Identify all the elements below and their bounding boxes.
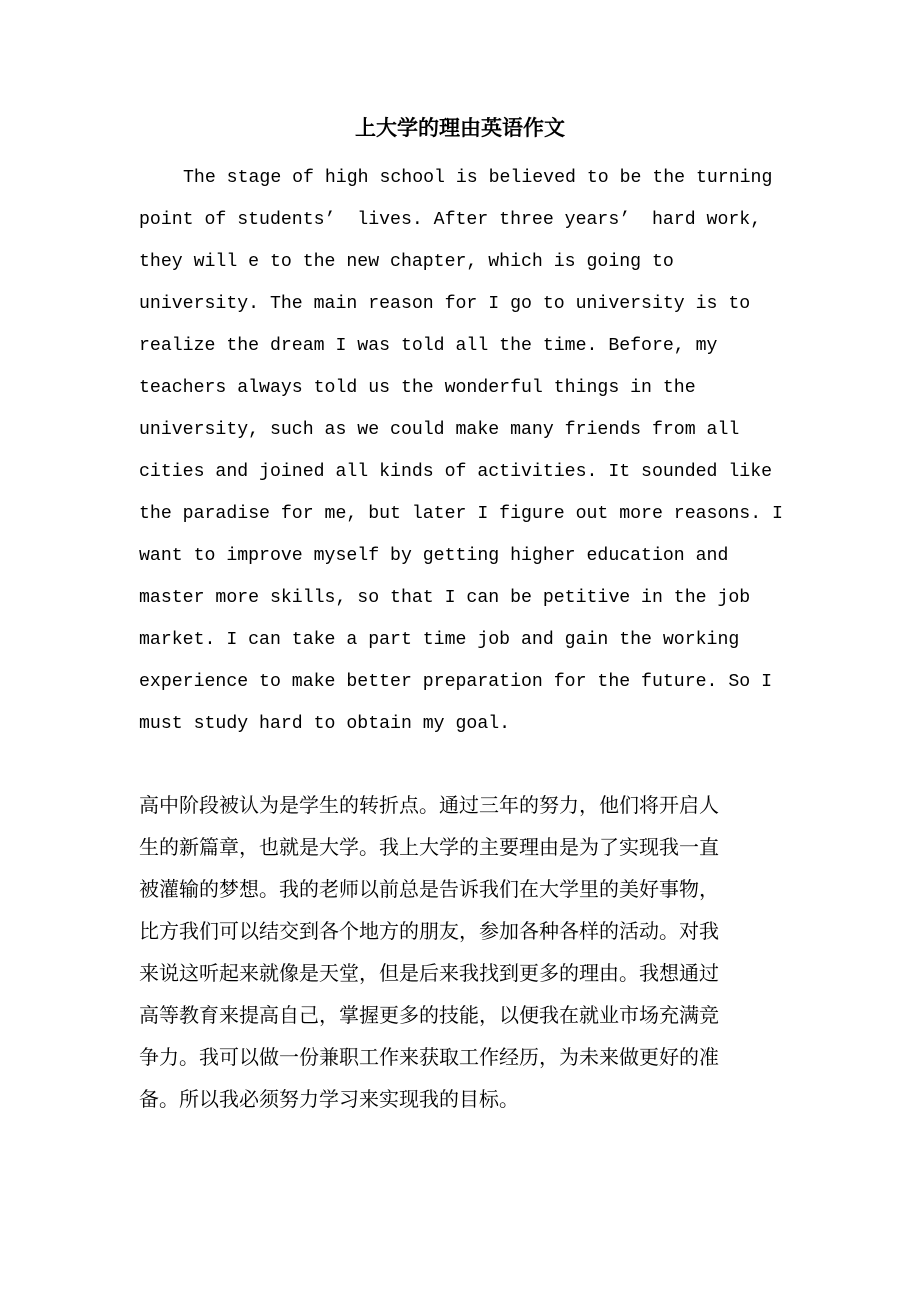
english-line: want to improve myself by getting higher education and bbox=[139, 546, 729, 566]
english-line: university. The main reason for I go to university is to bbox=[139, 294, 751, 314]
chinese-paragraph bbox=[139, 790, 799, 1126]
chinese-line: 比方我们可以结交到各个地方的朋友，参加各种各样的活动。对我 bbox=[139, 919, 719, 943]
english-line: they will e to the new chapter, which is going to bbox=[139, 252, 674, 272]
chinese-line: 高等教育来提高自己，掌握更多的技能，以便我在就业市场充满竞 bbox=[139, 1003, 719, 1027]
chinese-line: 生的新篇章，也就是大学。我上大学的主要理由是为了实现我一直 bbox=[139, 835, 719, 859]
document-title: 上大学的理由英语作文 bbox=[355, 115, 565, 140]
chinese-line: 争力。我可以做一份兼职工作来获取工作经历，为未来做更好的准 bbox=[139, 1045, 719, 1069]
english-line: teachers always told us the wonderful things in the bbox=[139, 378, 696, 398]
english-line: experience to make better preparation for the future. So I bbox=[139, 672, 773, 692]
english-line: cities and joined all kinds of activities. It sounded like bbox=[139, 462, 773, 482]
english-paragraph bbox=[139, 163, 799, 751]
english-line: realize the dream I was told all the time. Before, my bbox=[139, 336, 718, 356]
chinese-line: 高中阶段被认为是学生的转折点。通过三年的努力，他们将开启人 bbox=[139, 793, 719, 817]
chinese-line: 备。所以我必须努力学习来实现我的目标。 bbox=[139, 1087, 519, 1111]
english-line: must study hard to obtain my goal. bbox=[139, 714, 511, 734]
english-line: market. I can take a part time job and gain the working bbox=[139, 630, 740, 650]
english-line: point of students’ lives. After three years’ hard work, bbox=[139, 210, 762, 230]
english-line: master more skills, so that I can be petitive in the job bbox=[139, 588, 751, 608]
chinese-line: 来说这听起来就像是天堂，但是后来我找到更多的理由。我想通过 bbox=[139, 961, 719, 985]
english-line: The stage of high school is believed to be the turning bbox=[183, 168, 773, 188]
english-line: the paradise for me, but later I figure out more reasons. I bbox=[139, 504, 783, 524]
chinese-line: 被灌输的梦想。我的老师以前总是告诉我们在大学里的美好事物， bbox=[139, 877, 719, 901]
english-line: university, such as we could make many friends from all bbox=[139, 420, 740, 440]
